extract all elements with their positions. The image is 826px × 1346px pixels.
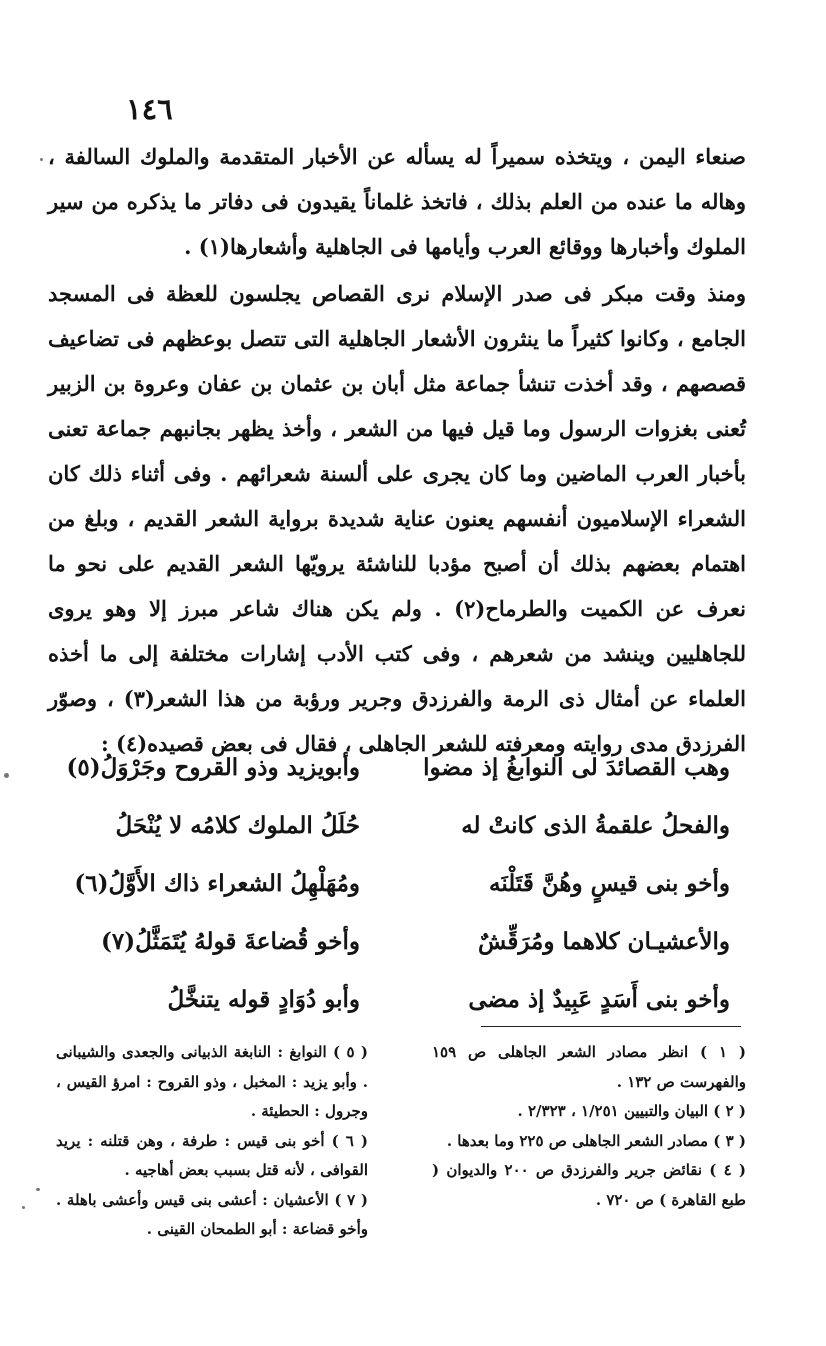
paragraph: صنعاء اليمن ، ويتخذه سميراً له يسأله عن الأخبار المتقدمة والملوك السالفة ، وهاله ما عنده من العلم بذلك ، فاتخذ غلماناً يقيدون فى دفاتر ما يذكره من سير الملوك وأخبارها ووقائع العرب وأيامها فى الجاهلية وأشعارها(١) . [48,144,746,259]
verse-second-hemistich: وأخو قُضاعةَ قولهُ يُتَمَثَّلُ(٧) [101,928,360,955]
verse-second-hemistich: وأبويزيد وذو القروح وجَرْوَلُ(٥) [66,754,360,781]
poem-verse [70,922,730,980]
poem [66,748,730,1038]
footnote: ( ٧ ) الأعشيان : أعشى بنى قيس وأعشى باهلة . وأخو قضاعة : أبو الطمحان القينى . [56,1190,368,1238]
footnote-divider [481,1026,741,1027]
scan-speck [36,1188,40,1191]
footnote: ( ٤ ) نقائض جرير والفرزدق ص ٢٠٠ والديوان ( طبع القاهرة ) ص ٧٢٠ . [432,1161,746,1209]
footnote: ( ٣ ) مصادر الشعر الجاهلى ص ٢٢٥ وما بعدها . [446,1131,746,1150]
body-text [48,134,746,766]
scan-speck [22,1206,25,1209]
poem-verse [70,980,730,1038]
verse-second-hemistich: حُلَلُ الملوك كلامُه لا يُنْحَلُ [115,812,360,839]
scan-speck [4,773,9,778]
verse-first-hemistich: والفحلُ علقمةُ الذى كانتْ له [461,812,730,839]
footnotes-left-column [56,1038,368,1245]
verse-second-hemistich: وأبو دُوَادٍ قوله يتنخَّلُ [167,986,360,1013]
footnotes-right-column [432,1038,746,1215]
verse-first-hemistich: وهب القصائدَ لى النوابغُ إذ مضوا [423,754,730,781]
poem-verse [70,864,730,922]
scan-speck [40,158,43,161]
verse-first-hemistich: وأخو بنى أَسَدٍ عَبِيدٌ إذ مضى [468,986,730,1013]
poem-verse [66,748,730,806]
paragraph: ومنذ وقت مبكر فى صدر الإسلام نرى القصاص يجلسون للعظة فى المسجد الجامع ، وكانوا كثيراً ما ينثرون الأشعار الجاهلية التى تتصل بوعظهم فى تضاعيف قصصهم ، وقد أخذت تنشأ جماعة مثل أبان بن عثمان بن عفان وعروة بن الزبير تُعنى بغزوات الرسول وما قيل فيها من الشعر ، وأخذ يظهر بجانبهم جماعة تعنى بأخبار العرب الماضين وما كان يجرى على ألسنة شعرائهم . وفى أثناء ذلك كان الشعراء الإسلاميون أنفسهم يعنون عناية شديدة برواية الشعر القديم ، وبلغ من اهتمام بعضهم بذلك أن أصبح مؤدبا للناشئة يرويّها الشعر القديم على نحو ما نعرف عن الكميت والطرماح(٢) . ولم يكن هناك شاعر مبرز إلا وهو يروى للجاهليين وينشد من شعرهم ، وفى كتب الأدب إشارات مختلفة إلى ما أخذه العلماء عن أمثال ذى الرمة والفرزدق وجرير ورؤبة من هذا الشعر(٣) ، وصوّر الفرزدق مدى روايته ومعرفته للشعر الجاهلى ، فقال فى بعض قصيده(٤) : [48,281,746,756]
verse-second-hemistich: ومُهَلْهِلُ الشعراء ذاك الأَوَّلُ(٦) [74,870,360,897]
footnote: ( ١ ) انظر مصادر الشعر الجاهلى ص ١٥٩ والفهرست ص ١٣٢ . [432,1043,746,1091]
poem-verse [70,806,730,864]
page-number: ١٤٦ [126,92,173,126]
footnote: ( ٢ ) البيان والتبيين ١/٢٥١ ، ٢/٣٢٣ . [517,1102,746,1120]
footnote: ( ٦ ) أخو بنى قيس : طرفة ، وهن قتلنه : يريد القوافى ، لأنه قتل بسبب بعض أهاجيه . [56,1131,368,1179]
footnote: ( ٥ ) النوابغ : النابغة الذبيانى والجعدى والشيبانى . وأبو يزيد : المخبل ، وذو القروح : امرؤ القيس ، وجرول : الحطيئة . [56,1043,368,1120]
verse-first-hemistich: والأعشيـان كلاهما ومُرَقِّشٌ [478,928,730,955]
verse-first-hemistich: وأخو بنى قيسٍ وهُنَّ قَتَلْنَه [489,870,730,897]
